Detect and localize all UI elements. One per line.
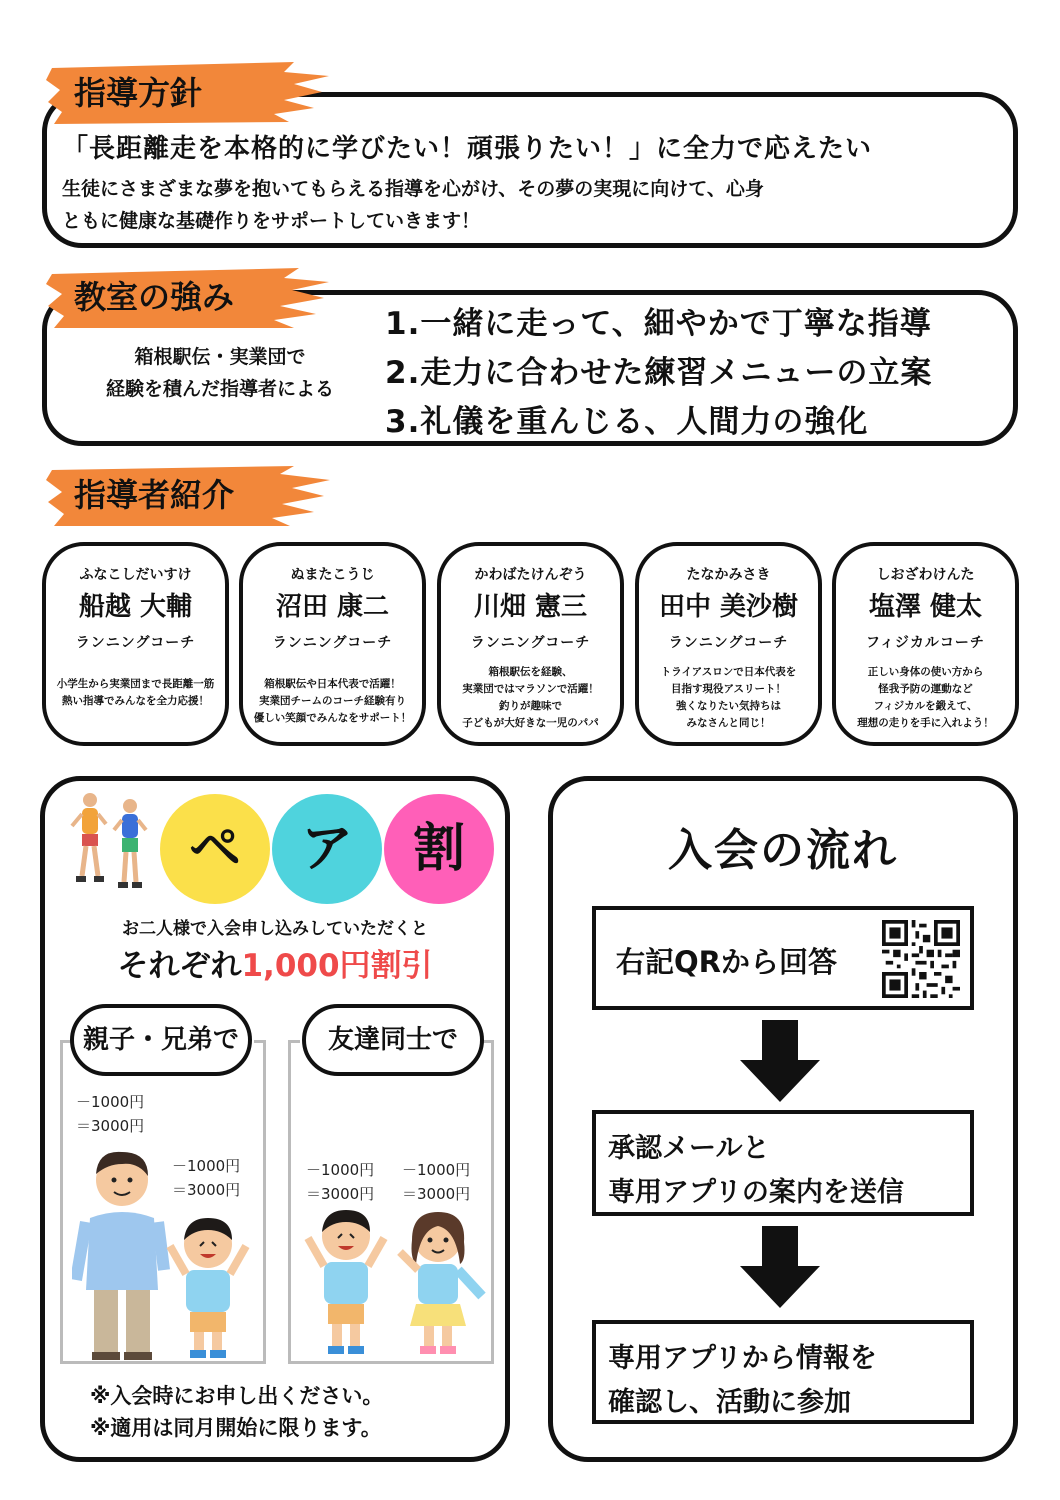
pair-circle-wari: 割 xyxy=(384,794,494,904)
flow-step-2-line2: 専用アプリの案内を送信 xyxy=(608,1177,904,1208)
coaches-tag-label: 指導者紹介 xyxy=(74,476,235,514)
friends-frame-top xyxy=(288,1040,300,1043)
family-parent-price: －1000円 ＝3000円 xyxy=(76,1093,145,1135)
friends-label: 友達同士で xyxy=(302,1004,484,1076)
friends-left-price: －1000円 ＝3000円 xyxy=(306,1161,375,1203)
friends-right-price: －1000円 ＝3000円 xyxy=(402,1161,471,1203)
strengths-left-line1: 箱根駅伝・実業団で xyxy=(134,346,306,368)
pair-circle-a: ア xyxy=(272,794,382,904)
strengths-tag-label: 教室の強み xyxy=(74,278,235,316)
coach-role: ランニングコーチ xyxy=(470,635,591,651)
coach-card xyxy=(42,542,229,746)
coach-name: 塩澤 健太 xyxy=(868,592,983,622)
policy-headline: 「長距離走を本格的に学びたい！頑張りたい！」に全力で応えたい xyxy=(62,134,873,164)
flow-step-1-text: 右記QRから回答 xyxy=(616,945,837,979)
flow-step-3 xyxy=(592,1320,974,1424)
coach-kana: かわばたけんぞう xyxy=(474,567,587,583)
flow-step-3-line2: 確認し、活動に参加 xyxy=(608,1387,851,1418)
flow-title: 入会の流れ xyxy=(668,825,898,876)
coach-desc: 小学生から実業団まで長距離一筋 熱い指導でみんなを全力応援！ xyxy=(56,678,215,707)
runners-illustration xyxy=(62,790,158,902)
pair-discount-amount: 1,000円割引 xyxy=(241,948,433,984)
coach-name: 田中 美沙樹 xyxy=(658,592,799,622)
coach-name: 沼田 康二 xyxy=(275,592,390,622)
pair-note-2: ※適用は同月開始に限ります。 xyxy=(90,1416,382,1440)
coach-name: 川畑 憲三 xyxy=(473,592,588,622)
coach-kana: ぬまたこうじ xyxy=(290,567,375,583)
pair-note-1: ※入会時にお申し出ください。 xyxy=(90,1384,384,1408)
friends-illustration xyxy=(296,1200,492,1364)
down-arrow-icon xyxy=(740,1226,820,1308)
coach-kana: ふなこしだいすけ xyxy=(79,567,192,583)
flow-step-1 xyxy=(592,906,974,1010)
pair-discount xyxy=(60,940,490,985)
down-arrow-icon xyxy=(740,1020,820,1102)
coach-role: ランニングコーチ xyxy=(272,635,393,651)
policy-body-line2: ともに健康な基礎作りをサポートしていきます！ xyxy=(62,210,481,232)
strength-point-1: 1.一緒に走って、細やかで丁寧な指導 xyxy=(385,306,932,342)
coach-card xyxy=(437,542,624,746)
flow-step-3-line1: 専用アプリから情報を xyxy=(608,1343,877,1374)
coach-card xyxy=(635,542,822,746)
pair-discount-prefix: それぞれ xyxy=(117,948,242,984)
coach-kana: たなかみさき xyxy=(686,567,771,583)
strengths-left-line2: 経験を積んだ指導者による xyxy=(105,378,334,400)
flow-step-2-line1: 承認メールと xyxy=(608,1133,770,1164)
coach-role: ランニングコーチ xyxy=(75,635,196,651)
pair-subtitle: お二人様で入会申し込みしていただくと xyxy=(122,919,428,939)
strengths-tag xyxy=(44,262,334,332)
coach-role: ランニングコーチ xyxy=(668,635,789,651)
qr-code-icon xyxy=(882,920,960,998)
coach-desc: トライアスロンで日本代表を 目指す現役アスリート！ 強くなりたい気持ちは みなさんと同じ！ xyxy=(660,666,797,729)
coach-desc: 箱根駅伝や日本代表で活躍！ 実業団チームのコーチ経験有り 優しい笑顔でみんなをサポート！ xyxy=(253,678,412,724)
coach-name: 船越 大輔 xyxy=(78,592,193,622)
policy-tag-label: 指導方針 xyxy=(74,74,203,112)
family-child-price: －1000円 ＝3000円 xyxy=(172,1157,241,1199)
coach-card xyxy=(832,542,1019,746)
coach-card xyxy=(239,542,426,746)
coach-desc: 正しい身体の使い方から 怪我予防の運動など フィジカルを鍛えて、 理想の走りを手に入れよう！ xyxy=(857,666,994,729)
flow-step-2 xyxy=(592,1110,974,1216)
family-frame-top xyxy=(254,1040,266,1043)
coach-desc: 箱根駅伝を経験、 実業団ではマラソンで活躍！ 釣りが趣味で 子どもが大好きな一児のパパ xyxy=(462,666,599,729)
policy-body-line1: 生徒にさまざまな夢を抱いてもらえる指導を心がけ、その夢の実現に向けて、心身 xyxy=(62,178,764,200)
family-illustration xyxy=(72,1140,258,1362)
strength-point-2: 2.走力に合わせた練習メニューの立案 xyxy=(385,355,933,391)
family-label: 親子・兄弟で xyxy=(70,1004,252,1076)
strength-point-3: 3.礼儀を重んじる、人間力の強化 xyxy=(385,404,869,440)
coaches-tag xyxy=(44,460,334,530)
coach-kana: しおざわけんた xyxy=(876,567,975,583)
pair-circle-pe: ペ xyxy=(160,794,270,904)
coach-role: フィジカルコーチ xyxy=(866,635,985,651)
policy-tag xyxy=(44,58,334,128)
